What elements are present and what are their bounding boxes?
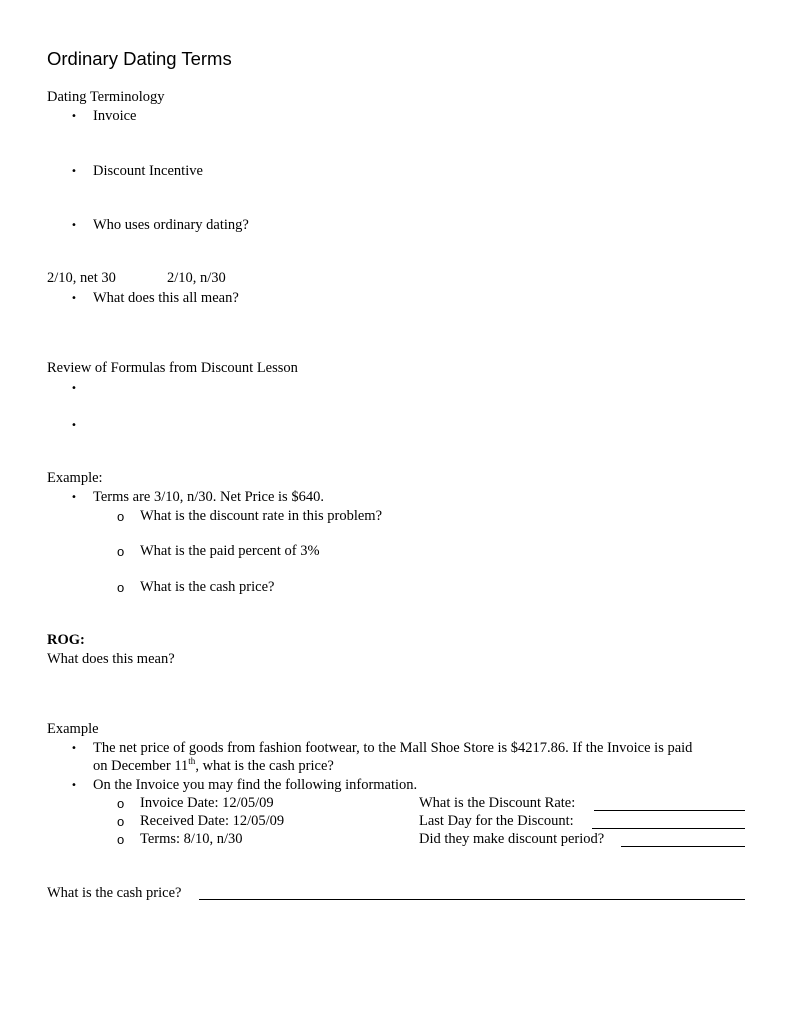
last-day-answer-line[interactable] (592, 828, 745, 829)
example1-terms: Terms are 3/10, n/30. Net Price is $640. (93, 489, 324, 505)
example2-heading: Example (47, 721, 99, 737)
example2-problem-question: , what is the cash price? (195, 758, 334, 774)
circle-bullet-icon: o (117, 580, 125, 595)
terminology-heading: Dating Terminology (47, 89, 165, 105)
bullet-icon: • (71, 492, 77, 503)
bullet-icon: • (71, 293, 77, 304)
example1-question: What is the cash price? (140, 579, 275, 595)
terminology-item-invoice: Invoice (93, 108, 137, 124)
terminology-item-discount-incentive: Discount Incentive (93, 163, 203, 179)
circle-bullet-icon: o (117, 814, 125, 829)
ordinal-suffix: th (188, 756, 196, 767)
term-net-30: 2/10, net 30 (47, 270, 116, 286)
terminology-item-who-uses: Who uses ordinary dating? (93, 217, 249, 233)
circle-bullet-icon: o (117, 796, 125, 811)
circle-bullet-icon: o (117, 544, 125, 559)
received-date: Received Date: 12/05/09 (140, 813, 285, 829)
bullet-icon: • (71, 166, 77, 177)
discount-rate-label: What is the Discount Rate: (419, 795, 576, 811)
circle-bullet-icon: o (117, 832, 125, 847)
example1-question: What is the discount rate in this problem? (140, 508, 383, 524)
bullet-icon: • (71, 420, 77, 431)
cash-price-question: What is the cash price? (47, 885, 182, 901)
example2-problem-date: on December 11 (93, 758, 189, 774)
cash-price-answer-line[interactable] (199, 899, 745, 900)
example2-problem-line2 (93, 758, 334, 775)
page-title: Ordinary Dating Terms (47, 48, 232, 69)
terms-question: What does this all mean? (93, 290, 239, 306)
discount-period-answer-line[interactable] (621, 846, 745, 847)
terms-info: Terms: 8/10, n/30 (140, 831, 243, 847)
review-heading: Review of Formulas from Discount Lesson (47, 360, 298, 376)
bullet-icon: • (71, 743, 77, 754)
example2-problem-line1: The net price of goods from fashion footwear, to the Mall Shoe Store is $4217.86. If the Invoice is paid (93, 740, 693, 756)
discount-period-label: Did they make discount period? (419, 831, 605, 847)
bullet-icon: • (71, 220, 77, 231)
example1-question: What is the paid percent of 3% (140, 543, 320, 559)
example2-invoice-info: On the Invoice you may find the following information. (93, 777, 418, 793)
discount-rate-answer-line[interactable] (594, 810, 745, 811)
example1-heading: Example: (47, 470, 103, 486)
rog-heading: ROG: (47, 632, 85, 648)
rog-question: What does this mean? (47, 651, 175, 667)
term-n-30: 2/10, n/30 (167, 270, 226, 286)
bullet-icon: • (71, 111, 77, 122)
invoice-date: Invoice Date: 12/05/09 (140, 795, 274, 811)
bullet-icon: • (71, 780, 77, 791)
last-day-label: Last Day for the Discount: (419, 813, 574, 829)
circle-bullet-icon: o (117, 509, 125, 524)
bullet-icon: • (71, 383, 77, 394)
